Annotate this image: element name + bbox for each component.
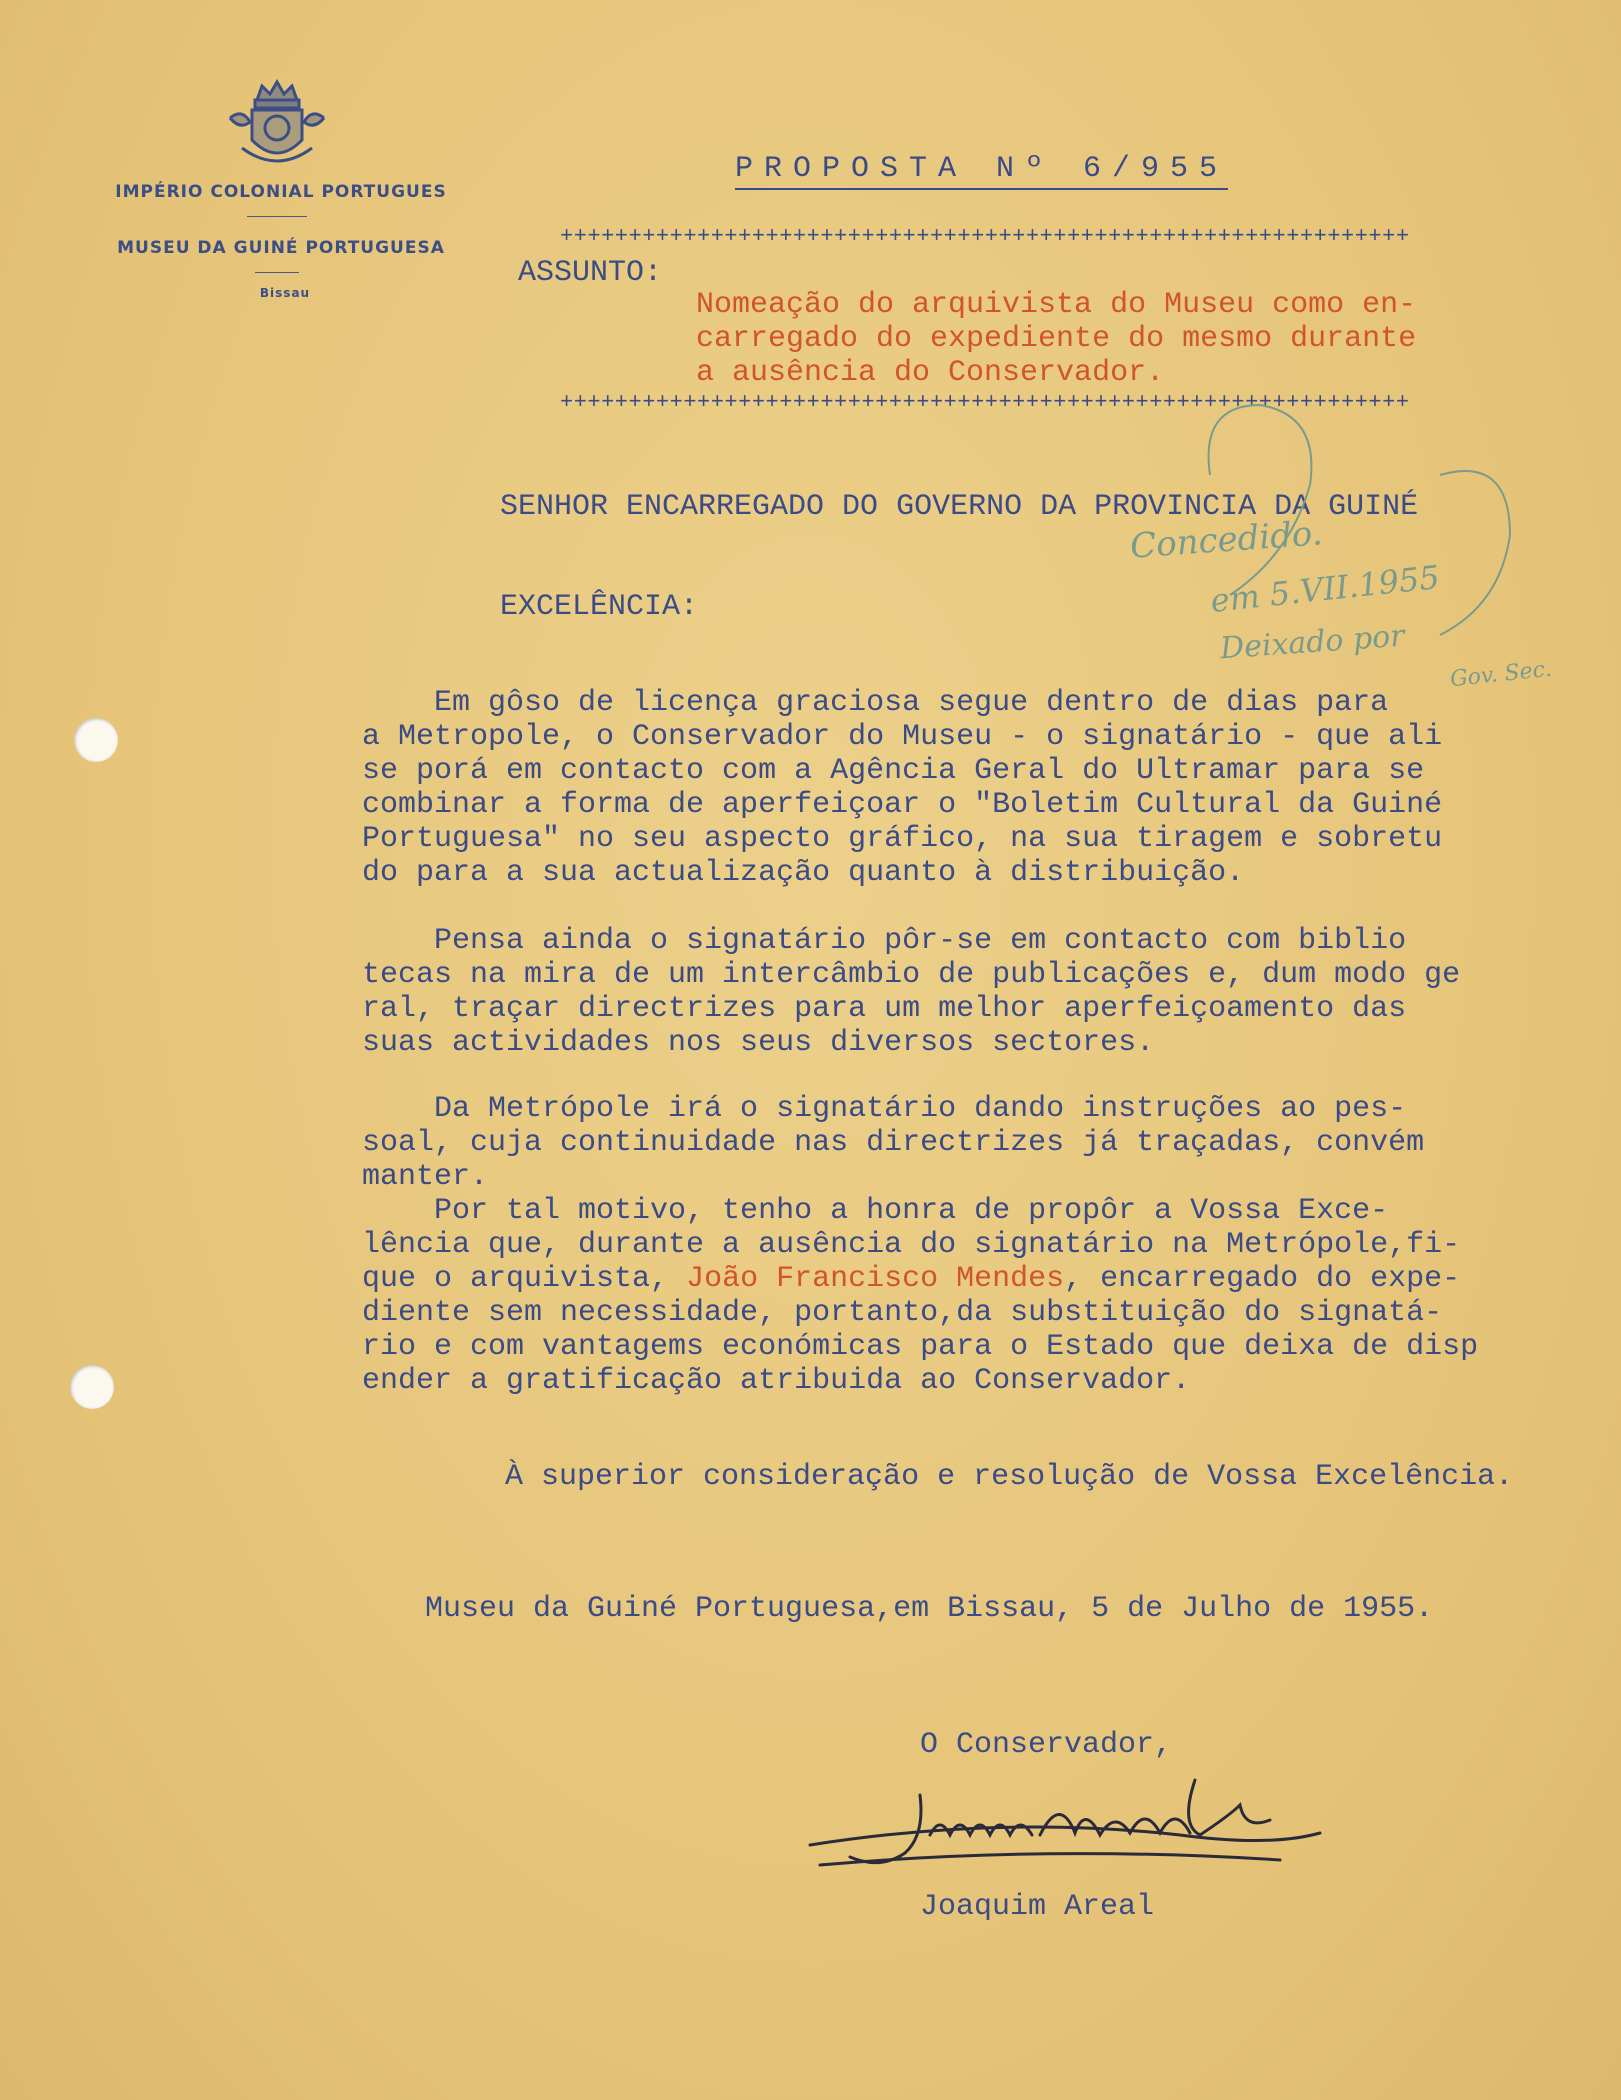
body-p3-line-1: Da Metrópole irá o signatário dando instruções ao pes-: [362, 1092, 1407, 1126]
document-title: PROPOSTA Nº 6/955: [735, 152, 1228, 190]
coat-of-arms-emblem: [222, 78, 332, 176]
handwritten-approval: Concedido.: [1128, 513, 1324, 567]
body-p4-line-3-post: , encarregado do expe-: [1064, 1262, 1461, 1296]
handwritten-loops: [1190, 395, 1550, 695]
punch-hole-bottom: [70, 1365, 114, 1409]
letterhead-divider: [247, 216, 307, 217]
place-date: Museu da Guiné Portuguesa,em Bissau, 5 de Julho de 1955.: [425, 1592, 1434, 1626]
subject-line-1: Nomeação do arquivista do Museu como en-: [696, 288, 1417, 322]
subject-line-3: a ausência do Conservador.: [696, 356, 1165, 390]
handwritten-signature: Deixado por: [1219, 618, 1406, 667]
addressee: SENHOR ENCARREGADO DO GOVERNO DA PROVINCIA DA GUINÉ: [500, 490, 1419, 524]
body-p4-line-2: lência que, durante a ausência do signatário na Metrópole,fi-: [362, 1228, 1461, 1262]
body-p4-line-3: [362, 1262, 1460, 1296]
letterhead-line-1: IMPÉRIO COLONIAL PORTUGUES: [115, 182, 447, 202]
divider-bottom: ++++++++++++++++++++++++++++++++++++++++++++++++++++++++++++++: [560, 390, 1410, 415]
body-p1-line-4: combinar a forma de aperfeiçoar o "Boletim Cultural da Guiné: [362, 788, 1443, 822]
punch-hole-top: [74, 718, 118, 762]
body-p1-line-5: Portuguesa" no seu aspecto gráfico, na sua tiragem e sobretu: [362, 822, 1443, 856]
subject-line-2: carregado do expediente do mesmo durante: [696, 322, 1417, 356]
body-p4-line-5: rio e com vantagems económicas para o Estado que deixa de disp: [362, 1330, 1479, 1364]
signoff: O Conservador,: [920, 1728, 1173, 1762]
body-p2-line-4: suas actividades nos seus diversos sectores.: [362, 1026, 1155, 1060]
subject-label: ASSUNTO:: [518, 256, 663, 290]
letterhead-line-2: MUSEU DA GUINÉ PORTUGUESA: [117, 238, 445, 258]
body-p2-line-2: tecas na mira de um intercâmbio de publicações e, dum modo ge: [362, 958, 1461, 992]
body-p4-line-1: Por tal motivo, tenho a honra de propôr a Vossa Exce-: [362, 1194, 1389, 1228]
body-p2-line-1: Pensa ainda o signatário pôr-se em contacto com biblio: [362, 924, 1407, 958]
handwritten-title: Gov. Sec.: [1448, 656, 1554, 693]
signature-scrawl: [800, 1775, 1340, 1885]
body-p1-line-1: Em gôso de licença graciosa segue dentro de dias para: [362, 686, 1389, 720]
letterhead-city: Bissau: [259, 286, 311, 300]
body-p4-line-3-pre: que o arquivista,: [362, 1262, 687, 1296]
body-p3-line-3: manter.: [362, 1160, 489, 1194]
body-p2-line-3: ral, traçar directrizes para um melhor aperfeiçoamento das: [362, 992, 1407, 1026]
divider-top: ++++++++++++++++++++++++++++++++++++++++++++++++++++++++++++++: [560, 224, 1410, 249]
handwritten-date: em 5.VII.1955: [1208, 558, 1442, 620]
body-p3-line-2: soal, cuja continuidade nas directrizes já traçadas, convém: [362, 1126, 1425, 1160]
body-p4-line-6: ender a gratificação atribuida ao Conservador.: [362, 1364, 1191, 1398]
body-p4-line-4: diente sem necessidade, portanto,da substituição do signatá-: [362, 1296, 1443, 1330]
salutation: EXCELÊNCIA:: [500, 590, 699, 624]
letterhead-divider-2: [255, 272, 299, 273]
body-p1-line-2: a Metropole, o Conservador do Museu - o signatário - que ali: [362, 720, 1443, 754]
closing-line: À superior consideração e resolução de Vossa Excelência.: [505, 1460, 1514, 1494]
archivist-name: João Francisco Mendes: [686, 1262, 1065, 1296]
signature-name: Joaquim Areal: [920, 1890, 1155, 1924]
body-p1-line-3: se porá em contacto com a Agência Geral do Ultramar para se: [362, 754, 1425, 788]
body-p1-line-6: do para a sua actualização quanto à distribuição.: [362, 856, 1245, 890]
